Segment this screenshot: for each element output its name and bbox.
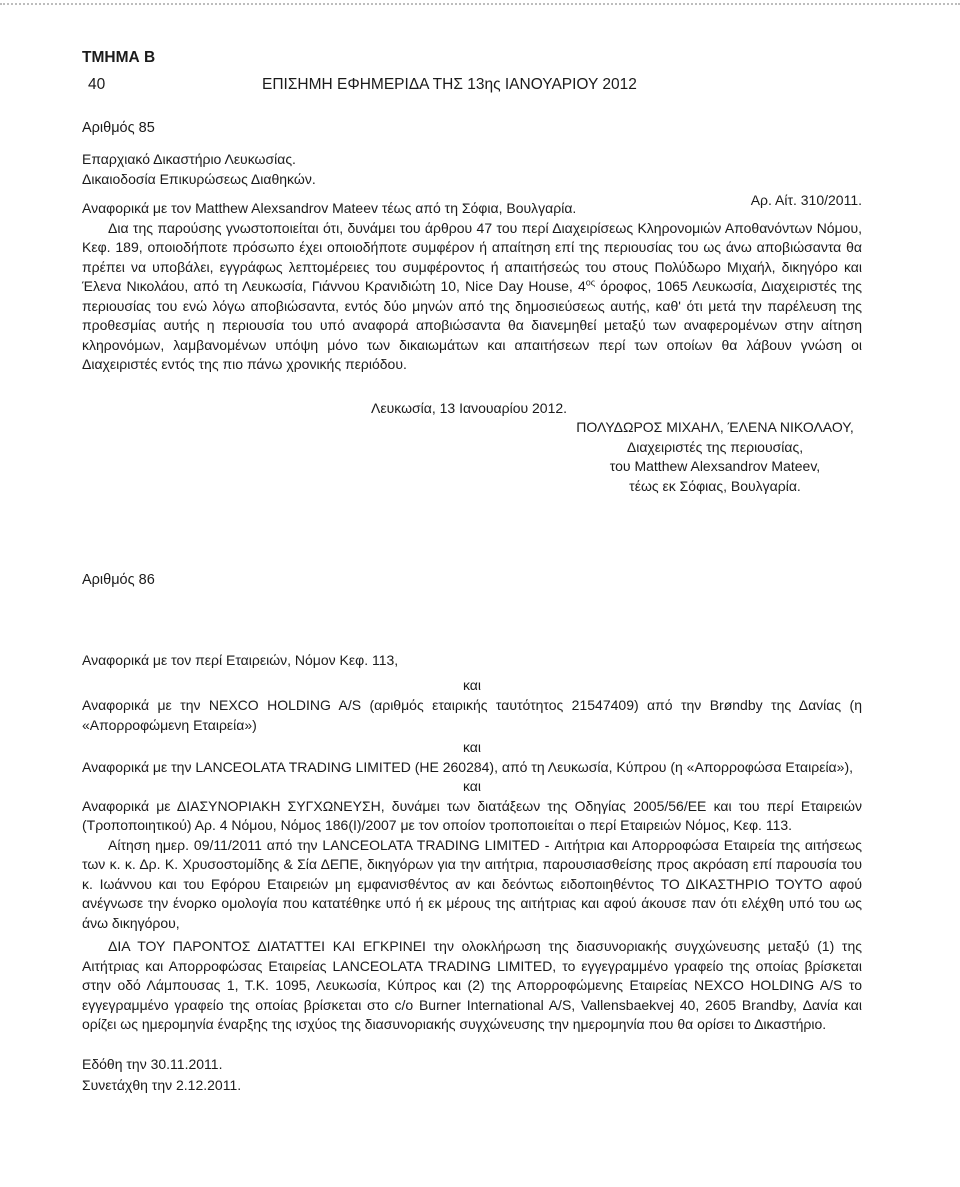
reference-lanceolata: Αναφορικά με την LANCEOLATA TRADING LIMITED (ΗΕ 260284), από τη Λευκωσία, Κύπρου (η «Απορροφώσα Εταιρεία»),	[82, 758, 853, 775]
reference-nexco: Αναφορικά με την NEXCO HOLDING A/S (αριθμός εταιρικής ταυτότητος 21547409) από την Brøndby της Δανίας (η «Απορροφώμενη Εταιρεία»)	[82, 697, 862, 733]
application-number: Αρ. Αίτ. 310/2011.	[750, 192, 862, 208]
floor-ordinal-superscript: ος	[585, 277, 596, 288]
notice-85-court-block	[82, 150, 862, 189]
gazette-page	[82, 0, 862, 1096]
notice-85-signature-block	[555, 418, 875, 496]
notice-85-subject-row	[82, 192, 862, 219]
reference-merger: Αναφορικά με ΔΙΑΣΥΝΟΡΙΑΚΗ ΣΥΓΧΩΝΕΥΣΗ, δυνάμει των διατάξεων της Οδηγίας 2005/56/ΕΕ και του περί Εταιρειών (Τροποποιητικού) Αρ. 4 Νόμου, Νόμος 186(Ι)/2007 με τον οποίον τροποποιείται ο περί Εταιρειών Νόμος, Κεφ. 113.	[82, 797, 862, 833]
notice-85-body-text-1: Δια της παρούσης γνωστοποιείται ότι, δυνάμει του άρθρου 47 του περί Διαχειρίσεως Κληρονομιών Αποθανόντων Νόμου, Κεφ. 189, οποιοδήποτε πρόσωπο έχει οποιοδήποτε συμφέρον ή απαίτηση επί της περιουσίας του ως άνω αποβιώσαντα θα πρέπει να υποβάλει, εγγράφως λεπτομέρειες του συμφέροντος ή απαιτήσεώς του στους Πολύδωρο Μιχαήλ, δικηγόρο και Έλενα Νικολάου, από τη Λευκωσία, Γιάννου Κρανιδιώτη 10, Nice Day House, 4	[82, 219, 862, 294]
issued-date: Εδόθη την 30.11.2011.	[82, 1055, 223, 1072]
signatory-estate: του Matthew Alexsandrov Mateev,	[609, 458, 821, 474]
notice-85-body	[82, 219, 862, 375]
conjunction: και	[462, 778, 482, 794]
masthead	[82, 75, 862, 95]
notice-86-number: Αριθμός 86	[82, 572, 155, 588]
page-number: 40	[88, 76, 106, 93]
notice-85-place-date: Λευκωσία, 13 Ιανουαρίου 2012.	[371, 399, 568, 416]
gazette-title: ΕΠΙΣΗΜΗ ΕΦΗΜΕΡΙΔΑ ΤΗΣ 13ης ΙΑΝΟΥΑΡΙΟΥ 2012	[262, 76, 637, 93]
notice-85-number: Αριθμός 85	[82, 120, 155, 136]
signatory-names: ΠΟΛΥΔΩΡΟΣ ΜΙΧΑΗΛ, ΈΛΕΝΑ ΝΙΚΟΛΑΟΥ,	[576, 419, 854, 435]
conjunction: και	[462, 739, 482, 755]
court-jurisdiction: Δικαιοδοσία Επικυρώσεως Διαθηκών.	[82, 170, 316, 187]
signatory-origin: τέως εκ Σόφιας, Βουλγαρία.	[629, 477, 801, 494]
notice-86-intro: Αναφορικά με τον περί Εταιρειών, Νόμον Κεφ. 113,	[82, 652, 399, 668]
signatory-role: Διαχειριστές της περιουσίας,	[626, 438, 804, 455]
court-name: Επαρχιακό Δικαστήριο Λευκωσίας.	[82, 151, 296, 167]
notice-85-body-text-2: όροφος, 1065 Λευκωσία, Διαχειριστές της περιουσίας του ενώ λόγω αποβιώσαντα, εντός δύο μηνών από της δημοσιεύσεως αυτής, καθ' ότι μετά την παρέλευση της προθεσμίας αυτής η περιουσία του υπό αναφορά αποβιώσαντα θα διανεμηθεί μεταξύ των αναφερομένων στην αίτηση κληρονόμων, λαμβανομένων υπόψη μόνο των δικαιωμάτων και απαιτήσεων περί των οποίων θα λάβουν γνώση οι Διαχειριστές εντός της πιο πάνω χρονικής περιόδου.	[82, 278, 862, 372]
conjunction: και	[462, 676, 482, 693]
notice-85-subject: Αναφορικά με τον Matthew Alexsandrov Mateev τέως από τη Σόφια, Βουλγαρία.	[82, 200, 577, 216]
drafted-date: Συνετάχθη την 2.12.2011.	[82, 1077, 242, 1093]
section-title: ΤΜΗΜΑ Β	[82, 49, 156, 66]
court-order-paragraph: ΔΙΑ ΤΟΥ ΠΑΡΟΝΤΟΣ ΔΙΑΤΑΤΤΕΙ ΚΑΙ ΕΓΚΡΙΝΕΙ την ολοκλήρωση της διασυνοριακής συγχώνευσης μεταξύ (1) της Αιτήτριας και Απορροφώσας Εταιρείας LANCEOLATA TRADING LIMITED, το εγγεγραμμένο γραφείο της οποίας βρίσκεται στην οδό Λάμπουσας 1, Τ.Κ. 1095, Λευκωσία, Κύπρος και (2) της Απορροφώμενης Εταιρείας NEXCO HOLDING A/S το εγγεγραμμένο γραφείο της οποίας βρίσκεται στο c/o Burner International A/S, Vallensbaekvej 40, 2605 Brandby, Δανία και ορίζει ως ημερομηνία έναρξης της ισχύος της διασυνοριακής συγχώνευσης την ημερομηνία που θα ορίσει το Δικαστήριο.	[82, 938, 862, 1032]
application-paragraph: Αίτηση ημερ. 09/11/2011 από την LANCEOLATA TRADING LIMITED - Αιτήτρια και Απορροφώσα Εταιρεία της αιτήσεως των κ. κ. Δρ. Κ. Χρυσοστομίδης & Σία ΔΕΠΕ, δικηγόρων για την αιτήτρια, παρουσιασθείσης προς ακρόαση επί παρουσία του κ. Ιωάννου και του Εφόρου Εταιρειών μη εμφανισθέντος αν και δεόντως ειδοποιηθέντος ΤΟ ΔΙΚΑΣΤΗΡΙΟ ΤΟΥΤΟ αφού ανέγνωσε την ένορκο ομολογία που κατατέθηκε υπό ή εκ μέρους της αιτήτριας και αφού άκουσε παν ότι ελέχθη υπό του ως άνω δικηγόρου,	[82, 836, 862, 931]
